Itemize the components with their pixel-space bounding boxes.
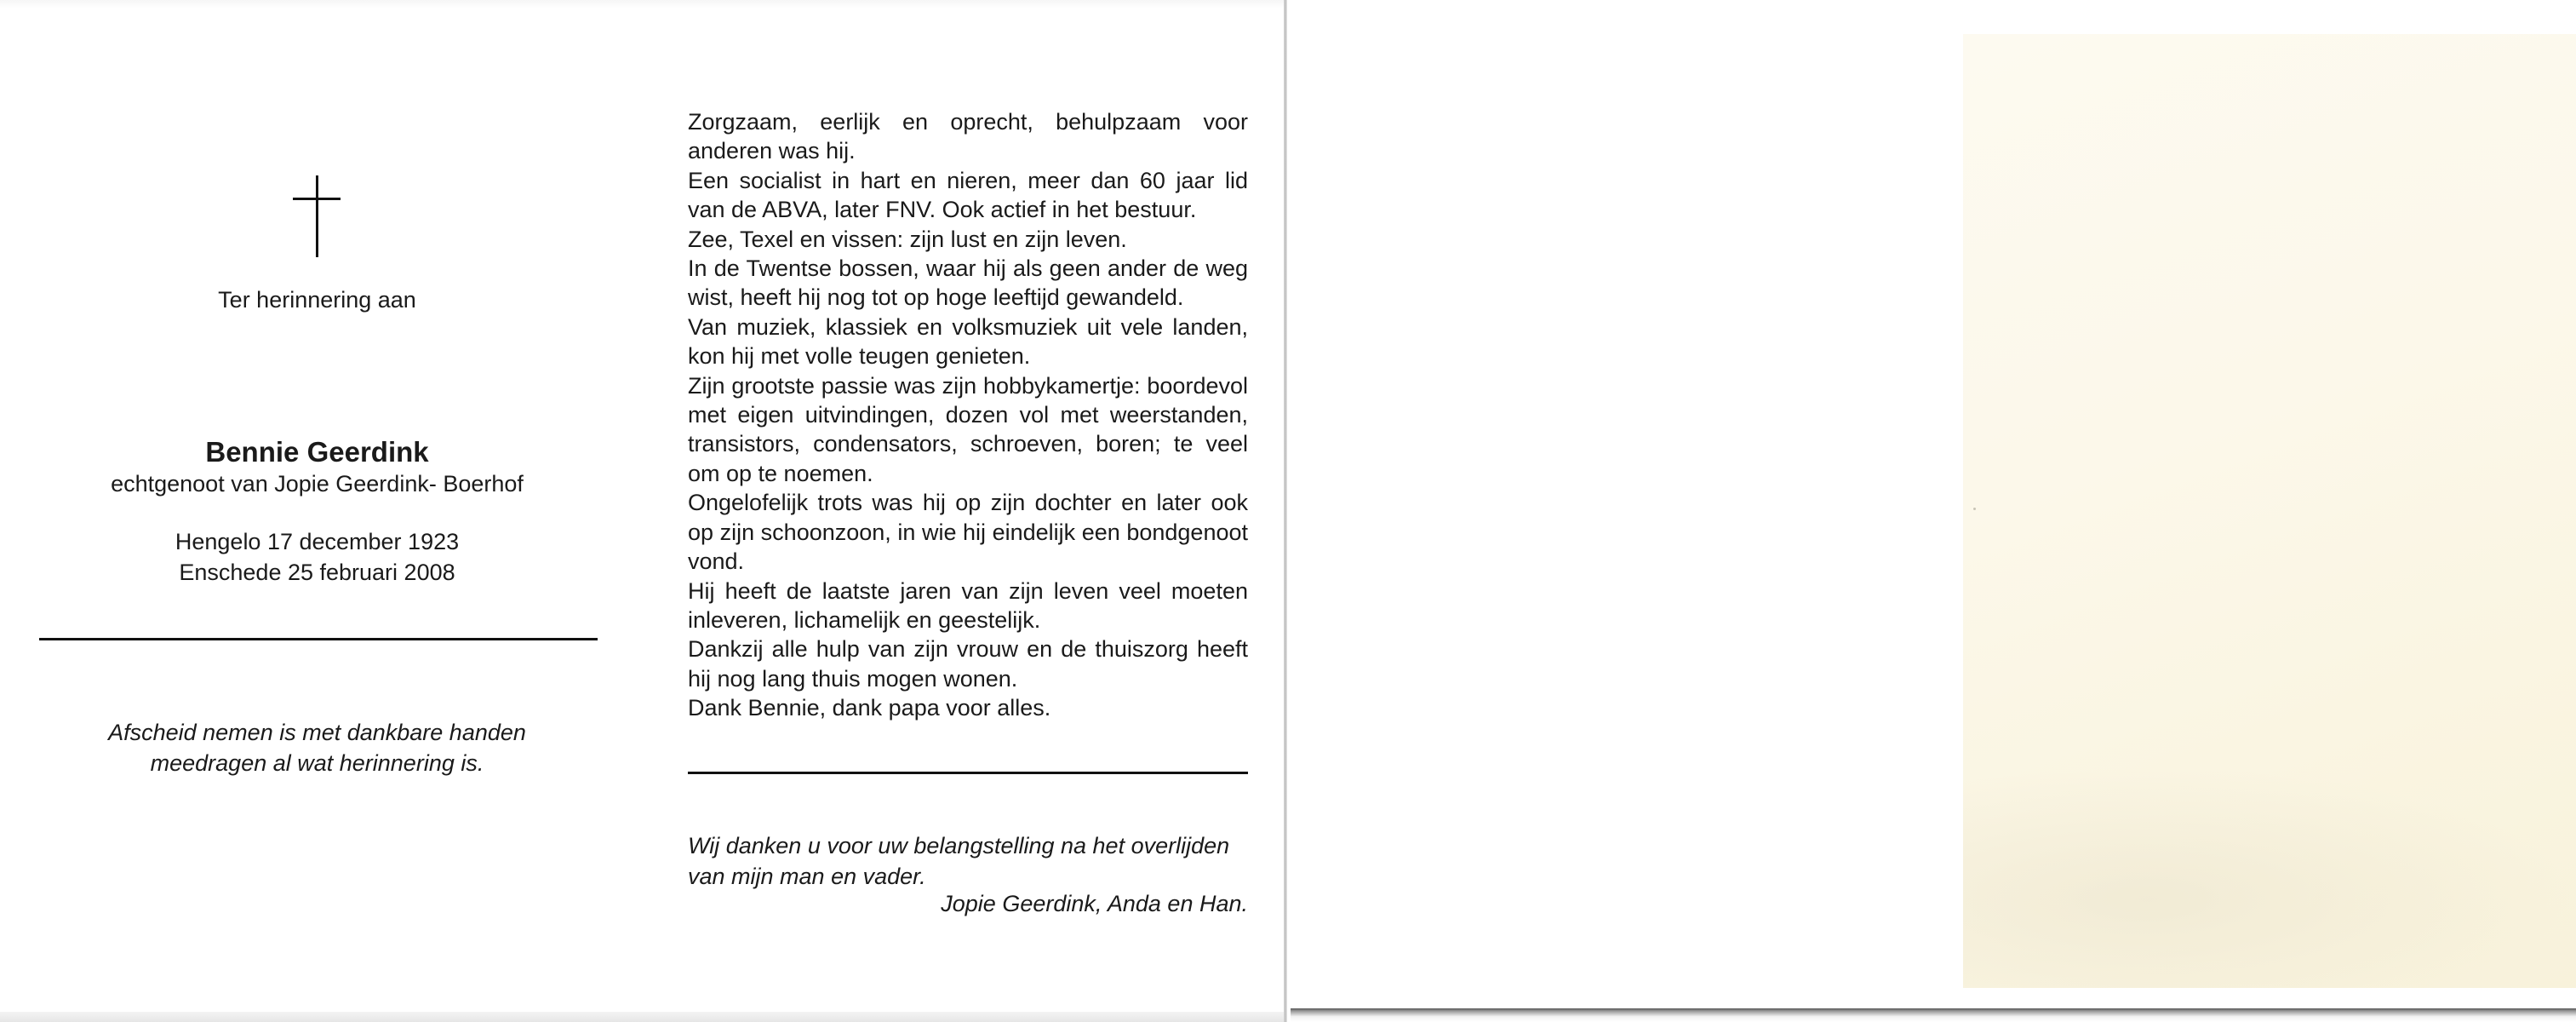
biography-paragraph: Dankzij alle hulp van zijn vrouw en de thuiszorg heeft hij nog lang thuis mogen wonen. bbox=[688, 636, 1248, 692]
biography-paragraph: Van muziek, klassiek en volksmuziek uit vele landen, kon hij met volle teugen genieten. bbox=[688, 313, 1248, 370]
biography-paragraph: Dank Bennie, dank papa voor alles. bbox=[688, 695, 1051, 721]
scan-speck bbox=[1973, 508, 1976, 510]
biography-paragraph: Een socialist in hart en nieren, meer dan 60 jaar lid van de ABVA, later FNV. Ook actief in het bestuur. bbox=[688, 167, 1248, 223]
card-back-bottom-edge bbox=[1291, 1008, 2576, 1022]
biography-paragraph: In de Twentse bossen, waar hij als geen ander de weg wist, heeft hij nog tot op hoge leeftijd gewandeld. bbox=[688, 256, 1248, 311]
spouse-line: echtgenoot van Jopie Geerdink- Boerhof bbox=[111, 471, 524, 497]
cross-icon bbox=[293, 175, 341, 257]
divider-middle bbox=[688, 772, 1248, 774]
biography-paragraph: Hij heeft de laatste jaren van zijn leven veel moeten inleveren, lichamelijk en geestelijk. bbox=[688, 577, 1248, 633]
biography-paragraph: Ongelofelijk trots was hij op zijn dochter en later ook op zijn schoonzoon, in wie hij eindelijk een bondgenoot vond. bbox=[688, 490, 1248, 575]
deceased-name: Bennie Geerdink bbox=[205, 436, 429, 468]
biography-paragraph: Zee, Texel en vissen: zijn lust en zijn leven. bbox=[688, 226, 1127, 252]
faded-photo-background bbox=[1963, 34, 2576, 988]
biography-text bbox=[688, 107, 1248, 723]
card-fold-line bbox=[1284, 0, 1287, 1022]
death-line: Enschede 25 februari 2008 bbox=[179, 560, 455, 585]
birth-line: Hengelo 17 december 1923 bbox=[175, 529, 460, 554]
divider-left bbox=[39, 638, 598, 640]
quote-line-1: Afscheid nemen is met dankbare handen bbox=[108, 720, 526, 745]
acknowledgement-signature: Jopie Geerdink, Anda en Han. bbox=[941, 891, 1248, 916]
biography-paragraph: Zijn grootste passie was zijn hobbykamertje: boordevol met eigen uitvindingen, dozen vol met weerstanden, transistors, condensators, schroeven, boren; te veel om op te noemen. bbox=[688, 372, 1248, 486]
biography-paragraph: Zorgzaam, eerlijk en oprecht, behulpzaam voor anderen was hij. bbox=[688, 109, 1248, 164]
memorial-left-panel bbox=[0, 0, 634, 1022]
acknowledgement-text: Wij danken u voor uw belangstelling na het overlijden van mijn man en vader. bbox=[688, 833, 1230, 889]
quote-line-2: meedragen al wat herinnering is. bbox=[150, 750, 484, 776]
remembrance-label: Ter herinnering aan bbox=[218, 287, 416, 313]
